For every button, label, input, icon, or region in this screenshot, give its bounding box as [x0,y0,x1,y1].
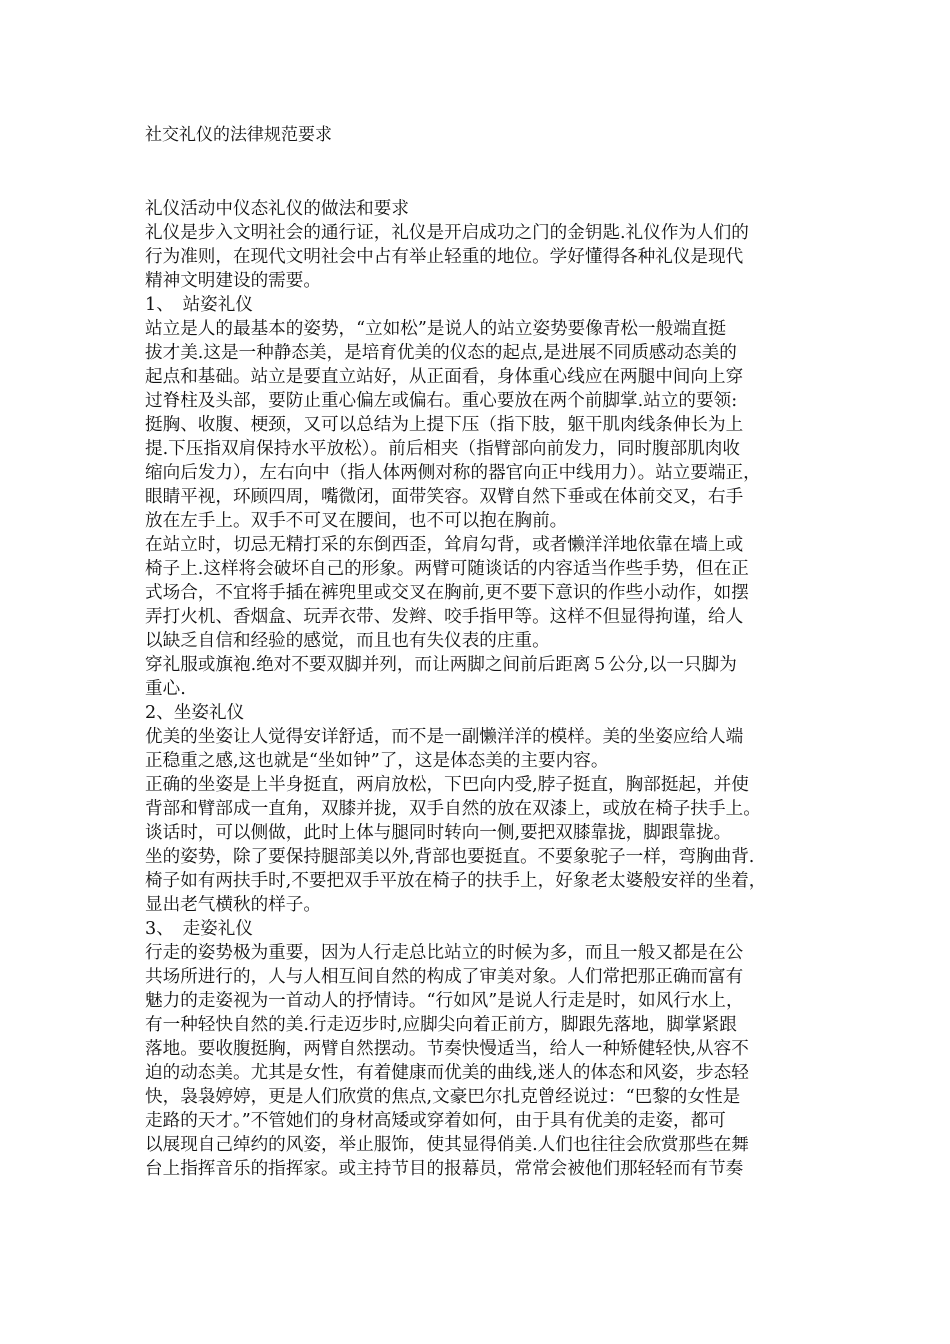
text-line: 式场合，不宜将手插在裤兜里或交叉在胸前,更不要下意识的作些小动作，如摆 [145,583,749,603]
text-line: 放在左手上。双手不可叉在腰间，也不可以抱在胸前。 [145,511,568,531]
text-line: 提.下压指双肩保持水平放松）。前后相夹（指臂部向前发力，同时腹部肌肉收 [145,439,740,459]
text-line: 以缺乏自信和经验的感觉，而且也有失仪表的庄重。 [145,631,550,651]
text-line: 以展现自己绰约的风姿，举止服饰，使其显得俏美.人们也往往会欣赏那些在舞 [145,1135,749,1155]
text-line: 过脊柱及头部，要防止重心偏左或偏右。重心要放在两个前脚掌.站立的要领: [145,391,738,411]
text-line: 椅子如有两扶手时,不要把双手平放在椅子的扶手上，好象老太婆般安祥的坐着， [145,871,767,891]
text-line: 行为准则，在现代文明社会中占有举止轻重的地位。学好懂得各种礼仪是现代 [145,247,744,267]
text-line: 显出老气横秋的样子。 [145,895,321,915]
text-line: 正稳重之感,这也就是“坐如钟”了，这是体态美的主要内容。 [145,751,609,771]
text-line: 优美的坐姿让人觉得安详舒适，而不是一副懒洋洋的模样。美的坐姿应给人端 [145,727,744,747]
text-line: 1、 站姿礼仪 [145,295,253,315]
text-line: 走路的天才。”不管她们的身材高矮或穿着如何，由于具有优美的走姿，都可 [145,1111,726,1131]
text-line: 缩向后发力），左右向中（指人体两侧对称的器官向正中线用力）。站立要端正， [145,463,761,483]
text-line: 迫的动态美。尤其是女性，有着健康而优美的曲线,迷人的体态和风姿，步态轻 [145,1063,749,1083]
text-line: 3、 走姿礼仪 [145,919,253,939]
text-line: 挺胸、收腹、梗颈，又可以总结为上提下压（指下肢，躯干肌肉线条伸长为上 [145,415,744,435]
text-line: 礼仪是步入文明社会的通行证，礼仪是开启成功之门的金钥匙.礼仪作为人们的 [145,223,749,243]
document-body [145,197,845,1181]
text-line: 站立是人的最基本的姿势，“立如松”是说人的站立姿势要像青松一般端直挺 [145,319,726,339]
text-line: 重心. [145,679,186,699]
text-line: 谈话时，可以侧做，此时上体与腿同时转向一侧,要把双膝靠拢，脚跟靠拢。 [145,823,732,843]
text-line: 正确的坐姿是上半身挺直，两肩放松，下巴向内受,脖子挺直，胸部挺起，并使 [145,775,749,795]
text-line: 礼仪活动中仪态礼仪的做法和要求 [145,199,409,219]
text-line: 坐的姿势，除了要保持腿部美以外,背部也要挺直。不要象驼子一样，弯胸曲背. [145,847,755,867]
text-line: 拔才美.这是一种静态美，是培育优美的仪态的起点,是进展不同质感动态美的 [145,343,737,363]
text-line: 椅子上.这样将会破坏自己的形象。两臂可随谈话的内容适当作些手势，但在正 [145,559,749,579]
text-line: 行走的姿势极为重要，因为人行走总比站立的时候为多，而且一般又都是在公 [145,943,744,963]
text-line: 2、坐姿礼仪 [145,703,245,723]
text-line: 起点和基础。站立是要直立站好，从正面看，身体重心线应在两腿中间向上穿 [145,367,744,387]
text-line: 眼睛平视，环顾四周，嘴微闭，面带笑容。双臂自然下垂或在体前交叉，右手 [145,487,744,507]
text-line: 背部和臂部成一直角，双膝并拢，双手自然的放在双漆上，或放在椅子扶手上。 [145,799,761,819]
text-line: 台上指挥音乐的指挥家。或主持节目的报幕员，常常会被他们那轻轻而有节奏 [145,1159,744,1179]
document-title: 社交礼仪的法律规范要求 [145,125,332,145]
text-line: 魅力的走姿视为一首动人的抒情诗。“行如风”是说人行走是时，如风行水上， [145,991,744,1011]
text-line: 弄打火机、香烟盒、玩弄衣带、发辫、咬手指甲等。这样不但显得拘谨，给人 [145,607,744,627]
text-line: 共场所进行的，人与人相互间自然的构成了审美对象。人们常把那正确而富有 [145,967,744,987]
text-line: 精神文明建设的需要。 [145,271,321,291]
text-line: 落地。要收腹挺胸，两臂自然摆动。节奏快慢适当，给人一种矫健轻快,从容不 [145,1039,749,1059]
text-line: 穿礼服或旗袍.绝对不要双脚并列，而让两脚之间前后距离５公分,以一只脚为 [145,655,737,675]
text-line: 有一种轻快自然的美.行走迈步时,应脚尖向着正前方，脚跟先落地，脚掌紧跟 [145,1015,737,1035]
text-line: 快，袅袅婷婷，更是人们欣赏的焦点,文豪巴尔扎克曾经说过：“巴黎的女性是 [145,1087,741,1107]
text-line: 在站立时，切忌无精打采的东倒西歪，耸肩勾背，或者懒洋洋地依靠在墙上或 [145,535,744,555]
